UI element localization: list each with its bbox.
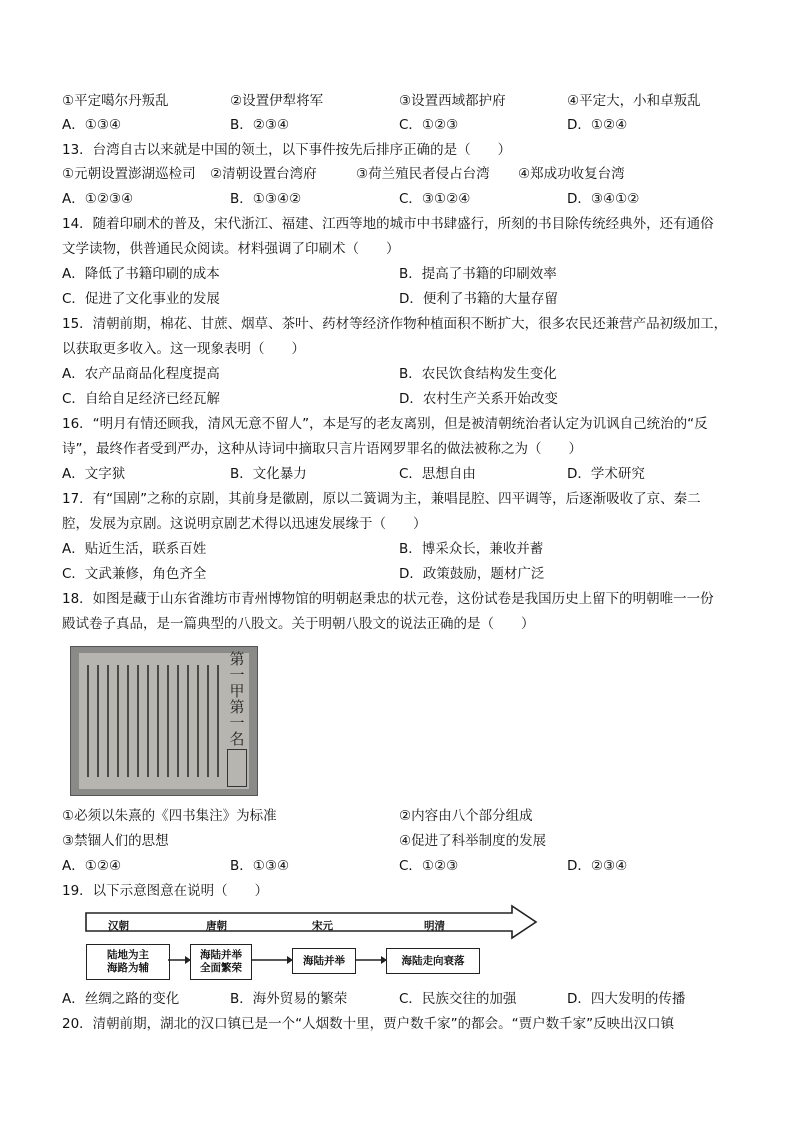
q16-answer-c[interactable]: C．思想自由 (399, 466, 476, 482)
box-line: 海陆并举 (200, 949, 242, 961)
q13-option-4: ④郑成功收复台湾 (518, 166, 625, 182)
text-column (217, 665, 219, 777)
box-line: 全面繁荣 (200, 962, 242, 974)
q14-answer-c[interactable]: C．促进了文化事业的发展 (62, 291, 220, 307)
q18-answer-c[interactable]: C．①②③ (399, 858, 459, 874)
box-line: 海路为辅 (107, 962, 149, 974)
diagram-box-mingqing (386, 948, 480, 974)
connector-arrowhead (185, 956, 191, 964)
text-column (187, 665, 189, 777)
q18-option-4: ④促进了科举制度的发展 (399, 833, 547, 849)
q12-answer-c[interactable]: C．①②③ (399, 117, 459, 133)
q13-answers-row (62, 190, 742, 208)
q18-answer-d[interactable]: D．②③④ (567, 858, 628, 874)
q13-options-row (62, 165, 742, 183)
q13-option-3: ③荷兰殖民者侵占台湾 (356, 166, 490, 182)
text-column (127, 665, 129, 777)
q19-answer-c[interactable]: C．民族交往的加强 (399, 991, 517, 1007)
text-column (137, 665, 139, 777)
connector-arrowhead (287, 956, 293, 964)
era-mingqing: 明清 (424, 920, 445, 932)
q13-option-1: ①元朝设置澎湖巡检司 (62, 166, 196, 182)
exam-scroll-image (70, 646, 258, 796)
scroll-title: 第一甲第一名 (229, 650, 245, 748)
text-column (167, 665, 169, 777)
text-column (207, 665, 209, 777)
q17-stem-line1: 17．有“国剧”之称的京剧，其前身是徽剧，原以二簧调为主，兼唱昆腔、四平调等，后逐渐吸收了京、秦二 (62, 491, 701, 507)
q15-answer-a[interactable]: A．农产品商品化程度提高 (62, 366, 220, 382)
q14-answers-row1 (62, 265, 742, 283)
text-column (107, 665, 109, 777)
q13-answer-b[interactable]: B．①③④② (230, 191, 302, 207)
q20-stem-line1: 20．清朝前期，湖北的汉口镇已是一个“人烟数十里，贾户数千家”的都会。“贾户数千家”反映出汉口镇 (62, 1016, 675, 1032)
seal-stamp (227, 749, 247, 787)
q18-answers-row (62, 857, 742, 875)
q14-stem-line2: 文学读物，供普通民众阅读。材料强调了印刷术（ ） (62, 241, 400, 257)
q14-answer-a[interactable]: A．降低了书籍印刷的成本 (62, 266, 220, 282)
q18-answer-a[interactable]: A．①②④ (62, 858, 122, 874)
q15-answer-b[interactable]: B．农民饮食结构发生变化 (399, 366, 557, 382)
q16-stem-line1: 16．“明月有情还顾我，清风无意不留人”，本是写的老友离别，但是被清朝统治者认定为讥讽自己统治的“反 (62, 416, 708, 432)
q13-option-2: ②清朝设置台湾府 (210, 166, 317, 182)
q18-answer-b[interactable]: B．①③④ (230, 858, 290, 874)
q12-answer-a[interactable]: A．①③④ (62, 117, 122, 133)
q15-stem-line2: 以获取更多收入。这一现象表明（ ） (62, 341, 305, 357)
q18-stem-line2: 殿试卷子真品，是一篇典型的八股文。关于明朝八股文的说法正确的是（ ） (62, 616, 535, 632)
q15-stem-line1: 15．清朝前期，棉花、甘蔗、烟草、茶叶、药材等经济作物种植面积不断扩大，很多农民还兼营产品初级加工， (62, 316, 728, 332)
q16-stem-line2: 诗”，最终作者受到严办，这种从诗词中摘取只言片语网罗罪名的做法被称之为（ ） (62, 441, 582, 457)
q14-answer-d[interactable]: D．便利了书籍的大量存留 (399, 291, 558, 307)
text-column (157, 665, 159, 777)
q16-answer-d[interactable]: D．学术研究 (567, 466, 645, 482)
text-column (177, 665, 179, 777)
q12-options-row (62, 92, 742, 110)
q12-option-2: ②设置伊犁将军 (230, 93, 324, 109)
q19-answer-b[interactable]: B．海外贸易的繁荣 (230, 991, 348, 1007)
q13-stem: 13．台湾自古以来就是中国的领土，以下事件按先后排序正确的是（ ） (62, 142, 512, 158)
era-han: 汉朝 (108, 920, 129, 932)
q16-answer-b[interactable]: B．文化暴力 (230, 466, 307, 482)
q19-stem: 19．以下示意图意在说明（ ） (62, 883, 269, 899)
q17-answer-c[interactable]: C．文武兼修，角色齐全 (62, 566, 207, 582)
timeline-arrow-shape (86, 906, 536, 938)
q19-answer-d[interactable]: D．四大发明的传播 (567, 991, 686, 1007)
q17-stem-line2: 腔，发展为京剧。这说明京剧艺术得以迅速发展缘于（ ） (62, 516, 427, 532)
text-column (97, 665, 99, 777)
q15-answer-c[interactable]: C．自给自足经济已经瓦解 (62, 391, 220, 407)
text-column (117, 665, 119, 777)
q17-answer-b[interactable]: B．博采众长，兼收并蓄 (399, 541, 544, 557)
q15-answers-row2 (62, 390, 742, 408)
text-column (197, 665, 199, 777)
q14-answer-b[interactable]: B．提高了书籍的印刷效率 (399, 266, 557, 282)
diagram-connectors (168, 952, 388, 968)
q13-answer-c[interactable]: C．③①②④ (399, 191, 471, 207)
era-tang: 唐朝 (206, 920, 227, 932)
q12-answer-d[interactable]: D．①②④ (567, 117, 628, 133)
q15-answers-row1 (62, 365, 742, 383)
q18-options-row2 (62, 832, 742, 850)
q18-options-row1 (62, 807, 742, 825)
q14-answers-row2 (62, 290, 742, 308)
q17-answers-row2 (62, 565, 742, 583)
timeline-arrow (84, 904, 538, 940)
q19-answer-a[interactable]: A．丝绸之路的变化 (62, 991, 180, 1007)
q17-answer-d[interactable]: D．政策鼓励，题材广泛 (399, 566, 545, 582)
q19-answers-row (62, 990, 742, 1008)
q17-answer-a[interactable]: A．贴近生活，联系百姓 (62, 541, 207, 557)
connector-arrowhead (381, 956, 387, 964)
q13-answer-a[interactable]: A．①②③④ (62, 191, 134, 207)
q16-answer-a[interactable]: A．文字狱 (62, 466, 126, 482)
q14-stem-line1: 14．随着印刷术的普及，宋代浙江、福建、江西等地的城市中书肆盛行，所刻的书目除传统经典外，还有通俗 (62, 216, 714, 232)
box-line: 海陆走向衰落 (401, 954, 465, 967)
q16-answers-row (62, 465, 742, 483)
q12-option-4: ④平定大，小和卓叛乱 (567, 93, 701, 109)
q18-stem-line1: 18．如图是藏于山东省潍坊市青州博物馆的明朝赵秉忠的状元卷，这份试卷是我国历史上留下的明朝唯一一份 (62, 591, 714, 607)
q12-answers-row (62, 116, 742, 134)
box-line: 海陆并举 (303, 954, 345, 967)
q13-answer-d[interactable]: D．③④①② (567, 191, 640, 207)
q12-option-3: ③设置西域都护府 (399, 93, 506, 109)
text-column (87, 665, 89, 777)
diagram-box-han (86, 944, 170, 980)
q15-answer-d[interactable]: D．农村生产关系开始改变 (399, 391, 558, 407)
q12-answer-b[interactable]: B．②③④ (230, 117, 290, 133)
text-column (147, 665, 149, 777)
era-songyuan: 宋元 (312, 920, 333, 932)
q18-option-3: ③禁锢人们的思想 (62, 833, 169, 849)
q12-option-1: ①平定噶尔丹叛乱 (62, 93, 169, 109)
q17-answers-row1 (62, 540, 742, 558)
q18-option-2: ②内容由八个部分组成 (399, 808, 533, 824)
box-line: 陆地为主 (107, 949, 149, 961)
q18-option-1: ①必须以朱熹的《四书集注》为标准 (62, 808, 277, 824)
